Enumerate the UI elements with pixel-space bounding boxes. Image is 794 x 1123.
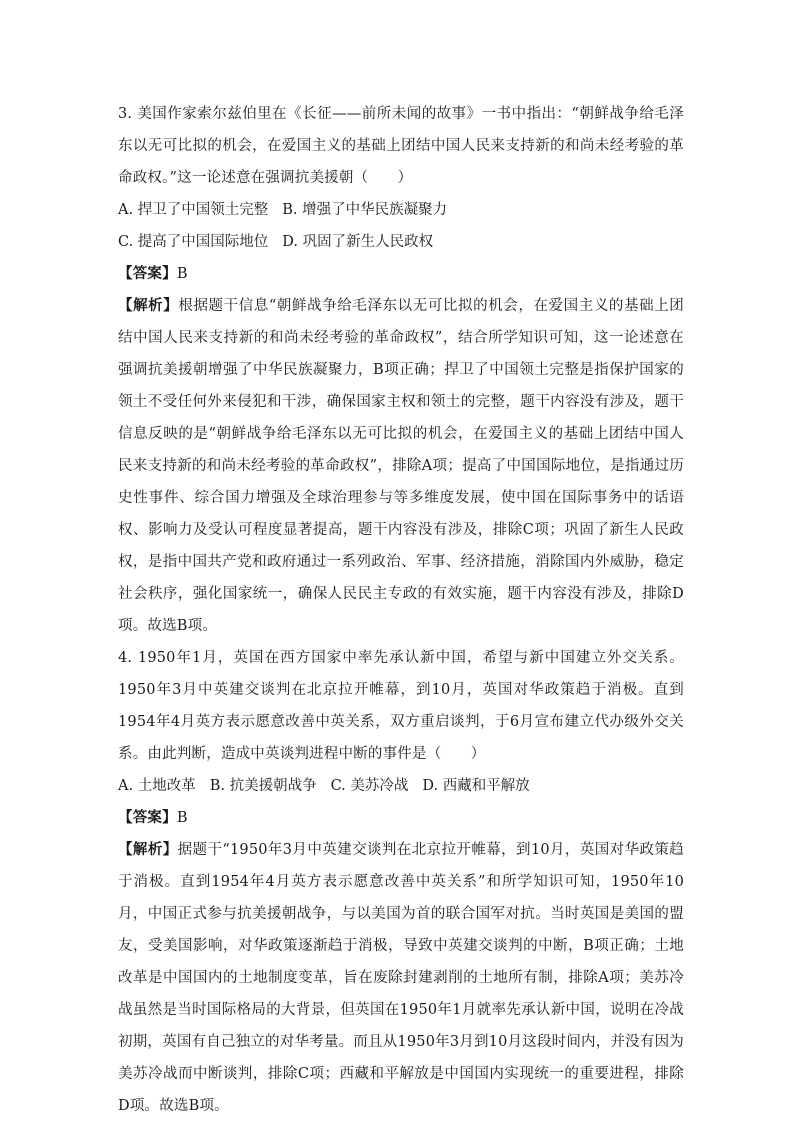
- q4-analysis-text: 据题干“1950年3月中英建交谈判在北京拉开帷幕，到10月，英国对华政策趋于消极。直到1954年4月英方表示愿意改善中英关系”和所学知识可知，1950年10月，中国正式参与抗美援朝战争，与以美国为首的联合国军对抗。当时英国是美国的盟友，受美国影响，对华政策逐渐趋于消极，导致中英建交谈判的中断，B项正确；土地改革是中国国内的土地制度变革，旨在废除封建剥削的土地所有制，排除A项；美苏冷战虽然是当时国际格局的大背景，但英国在1950年1月就率先承认新中国，说明在冷战初期，英国有自己独立的对华考量。而且从1950年3月到10月这段时间内，并没有因为美苏冷战而中断谈判，排除C项；西藏和平解放是中国国内实现统一的重要进程，排除D项。故选B项。: [118, 842, 684, 1114]
- q4-option-b: B. 抗美援朝战争: [209, 778, 317, 794]
- q3-option-d: D. 巩固了新生人民政权: [282, 234, 434, 250]
- q3-stem: 3. 美国作家索尔兹伯里在《长征——前所未闻的故事》一书中指出：“朝鲜战争给毛泽东以无可比拟的机会，在爱国主义的基础上团结中国人民来支持新的和尚未经考验的革命政权。”这一论述意在强调抗美援朝（ ）: [118, 106, 684, 186]
- q4-option-d: D. 西藏和平解放: [422, 778, 530, 794]
- q4-analysis: [118, 834, 684, 1122]
- q3-answer: [118, 258, 684, 290]
- q3-answer-tag: 【答案】: [118, 265, 177, 282]
- q4-options-row: [118, 770, 684, 802]
- q4-answer-value: B: [176, 810, 188, 826]
- document-page: [118, 98, 684, 1122]
- q3-options-row-2: [118, 226, 684, 258]
- q3-analysis: [118, 290, 684, 642]
- q3-options-row-1: [118, 194, 684, 226]
- q4-stem: 4. 1950年1月，英国在西方国家中率先承认新中国，希望与新中国建立外交关系。1950年3月中英建交谈判在北京拉开帷幕，到10月，英国对华政策趋于消极。直到1954年4月英方表示愿意改善中英关系，双方重启谈判，于6月宣布建立代办级外交关系。由此判断，造成中英谈判进程中断的事件是（ ）: [118, 650, 684, 762]
- q3-analysis-tag: 【解析】: [118, 297, 179, 314]
- q4-option-c: C. 美苏冷战: [330, 778, 409, 794]
- q3-option-c: C. 提高了中国国际地位: [118, 234, 269, 250]
- q3-answer-value: B: [176, 266, 188, 282]
- q4-answer: [118, 802, 684, 834]
- q3-option-a: A. 捍卫了中国领土完整: [118, 202, 269, 218]
- q4-option-a: A. 土地改革: [118, 778, 196, 794]
- q3-option-b: B. 增强了中华民族凝聚力: [282, 202, 448, 218]
- q3-analysis-text: 根据题干信息“朝鲜战争给毛泽东以无可比拟的机会，在爱国主义的基础上团结中国人民来支持新的和尚未经考验的革命政权”，结合所学知识可知，这一论述意在强调抗美援朝增强了中华民族凝聚力，B项正确；捍卫了中国领土完整是指保护国家的领土不受任何外来侵犯和干涉，确保国家主权和领土的完整，题干内容没有涉及，题干信息反映的是“朝鲜战争给毛泽东以无可比拟的机会，在爱国主义的基础上团结中国人民来支持新的和尚未经考验的革命政权”，排除A项；提高了中国国际地位，是指通过历史性事件、综合国力增强及全球治理参与等多维度发展，使中国在国际事务中的话语权、影响力及受认可程度显著提高，题干内容没有涉及，排除C项；巩固了新生人民政权，是指中国共产党和政府通过一系列政治、军事、经济措施，消除国内外威胁，稳定社会秩序，强化国家统一，确保人民民主专政的有效实施，题干内容没有涉及，排除D项。故选B项。: [118, 298, 684, 634]
- q4-analysis-tag: 【解析】: [118, 841, 178, 858]
- q4-answer-tag: 【答案】: [118, 809, 177, 826]
